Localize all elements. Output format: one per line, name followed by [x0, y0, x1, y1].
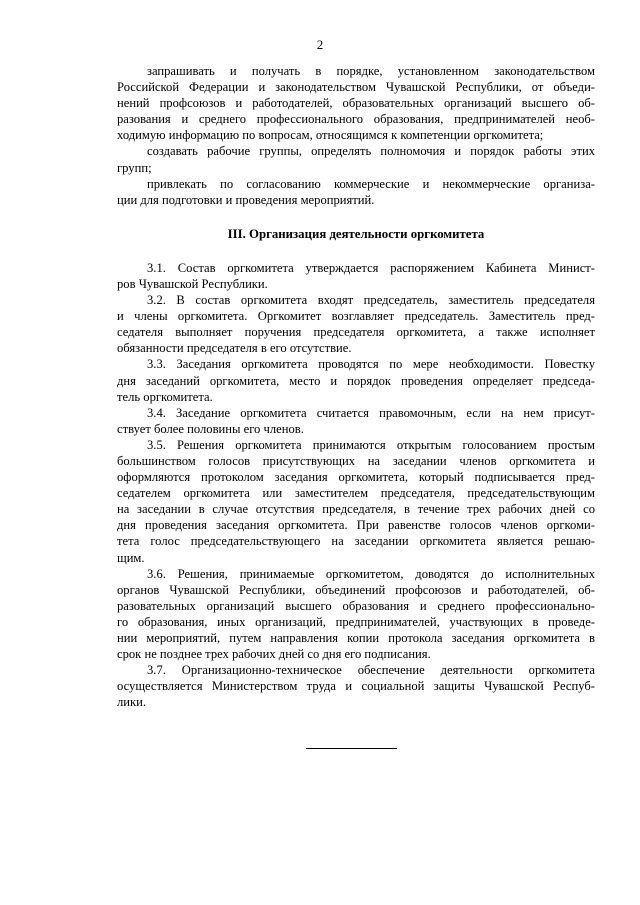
- text-line: 3.7. Организационно-техническое обеспечение деятельности оргкомитета: [147, 663, 595, 678]
- text-line: 3.1. Состав оргкомитета утверждается распоряжением Кабинета Минист-: [147, 260, 595, 275]
- text-line: 3.4. Заседание оргкомитета считается правомочным, если на нем присут-: [147, 405, 595, 420]
- text-line: щим.: [117, 550, 145, 565]
- text-line: органов Чувашской Республики, объединений профсоюзов и работодателей, об-: [117, 582, 595, 597]
- text-line: дня заседаний оргкомитета, место и порядок проведения определяет председа-: [117, 373, 595, 388]
- text-line: создавать рабочие группы, определять полномочия и порядок работы этих: [147, 144, 595, 159]
- text-line: лики.: [117, 695, 147, 710]
- section-heading: III. Организация деятельности оргкомитета: [227, 226, 485, 241]
- text-line: 3.5. Решения оргкомитета принимаются открытым голосованием простым: [147, 437, 595, 452]
- text-line: групп;: [117, 160, 152, 175]
- section-paragraphs: [117, 260, 595, 711]
- text-line: оформляются протоколом заседания оргкомитета, который подписывается пред-: [117, 470, 595, 485]
- text-line: ходимую информацию по вопросам, относящимся к компетенции оргкомитета;: [117, 128, 544, 143]
- text-line: седателем оргкомитета или заместителем председателя, председательствующим: [117, 486, 595, 501]
- text-line: 3.2. В состав оргкомитета входят председатель, заместитель председателя: [147, 293, 595, 308]
- text-line: осуществляется Министерством труда и социальной защиты Чувашской Респуб-: [117, 679, 595, 694]
- text-line: разовательных организаций высшего образования и среднего профессионально-: [117, 598, 595, 613]
- text-line: 3.6. Решения, принимаемые оргкомитетом, доводятся до исполнительных: [147, 566, 595, 581]
- text-line: дня проведения заседания оргкомитета. При равенстве голосов членов оргкоми-: [117, 518, 595, 533]
- text-line: обязанности председателя в его отсутствие.: [117, 341, 352, 356]
- text-line: тета голос председательствующего на заседании оргкомитета является решаю-: [117, 534, 595, 549]
- text-line: нений профсоюзов и работодателей, образовательных организаций высшего об-: [117, 96, 595, 111]
- text-line: запрашивать и получать в порядке, установленном законодательством: [147, 64, 595, 78]
- text-line: разования и среднего профессионального образования, предпринимателей необ-: [117, 112, 595, 127]
- text-line: седателя выполняет поручения председателя оргкомитета, а также исполняет: [117, 325, 595, 340]
- text-line: и члены оргкомитета. Оргкомитет возглавляет председатель. Заместитель пред-: [117, 309, 595, 324]
- text-line: ров Чувашской Республики.: [117, 276, 268, 291]
- powers-list: [117, 63, 595, 208]
- text-line: ствует более половины его членов.: [117, 421, 304, 436]
- text-line: го образования, иных организаций, предпринимателей, участвующих в проведе-: [117, 614, 595, 629]
- text-line: тель оргкомитета.: [117, 389, 213, 404]
- document-body: [117, 63, 595, 710]
- text-line: привлекать по согласованию коммерческие и некоммерческие организа-: [147, 176, 595, 191]
- text-line: срок не позднее трех рабочих дней со дня его подписания.: [117, 647, 431, 662]
- text-line: 3.3. Заседания оргкомитета проводятся по мере необходимости. Повестку: [147, 357, 595, 372]
- page-number: 2: [316, 37, 324, 52]
- text-line: нии мероприятий, путем направления копии протокола заседания оргкомитета в: [117, 631, 595, 645]
- text-line: на заседании в случае отсутствия председателя, в течение трех рабочих дней со: [117, 502, 595, 517]
- text-line: ции для подготовки и проведения мероприятий.: [117, 192, 375, 207]
- text-line: большинством голосов присутствующих на заседании членов оргкомитета и: [117, 453, 595, 468]
- text-line: Российской Федерации и законодательством Чувашской Республики, от объеди-: [117, 80, 595, 95]
- closing-rule: [306, 748, 397, 749]
